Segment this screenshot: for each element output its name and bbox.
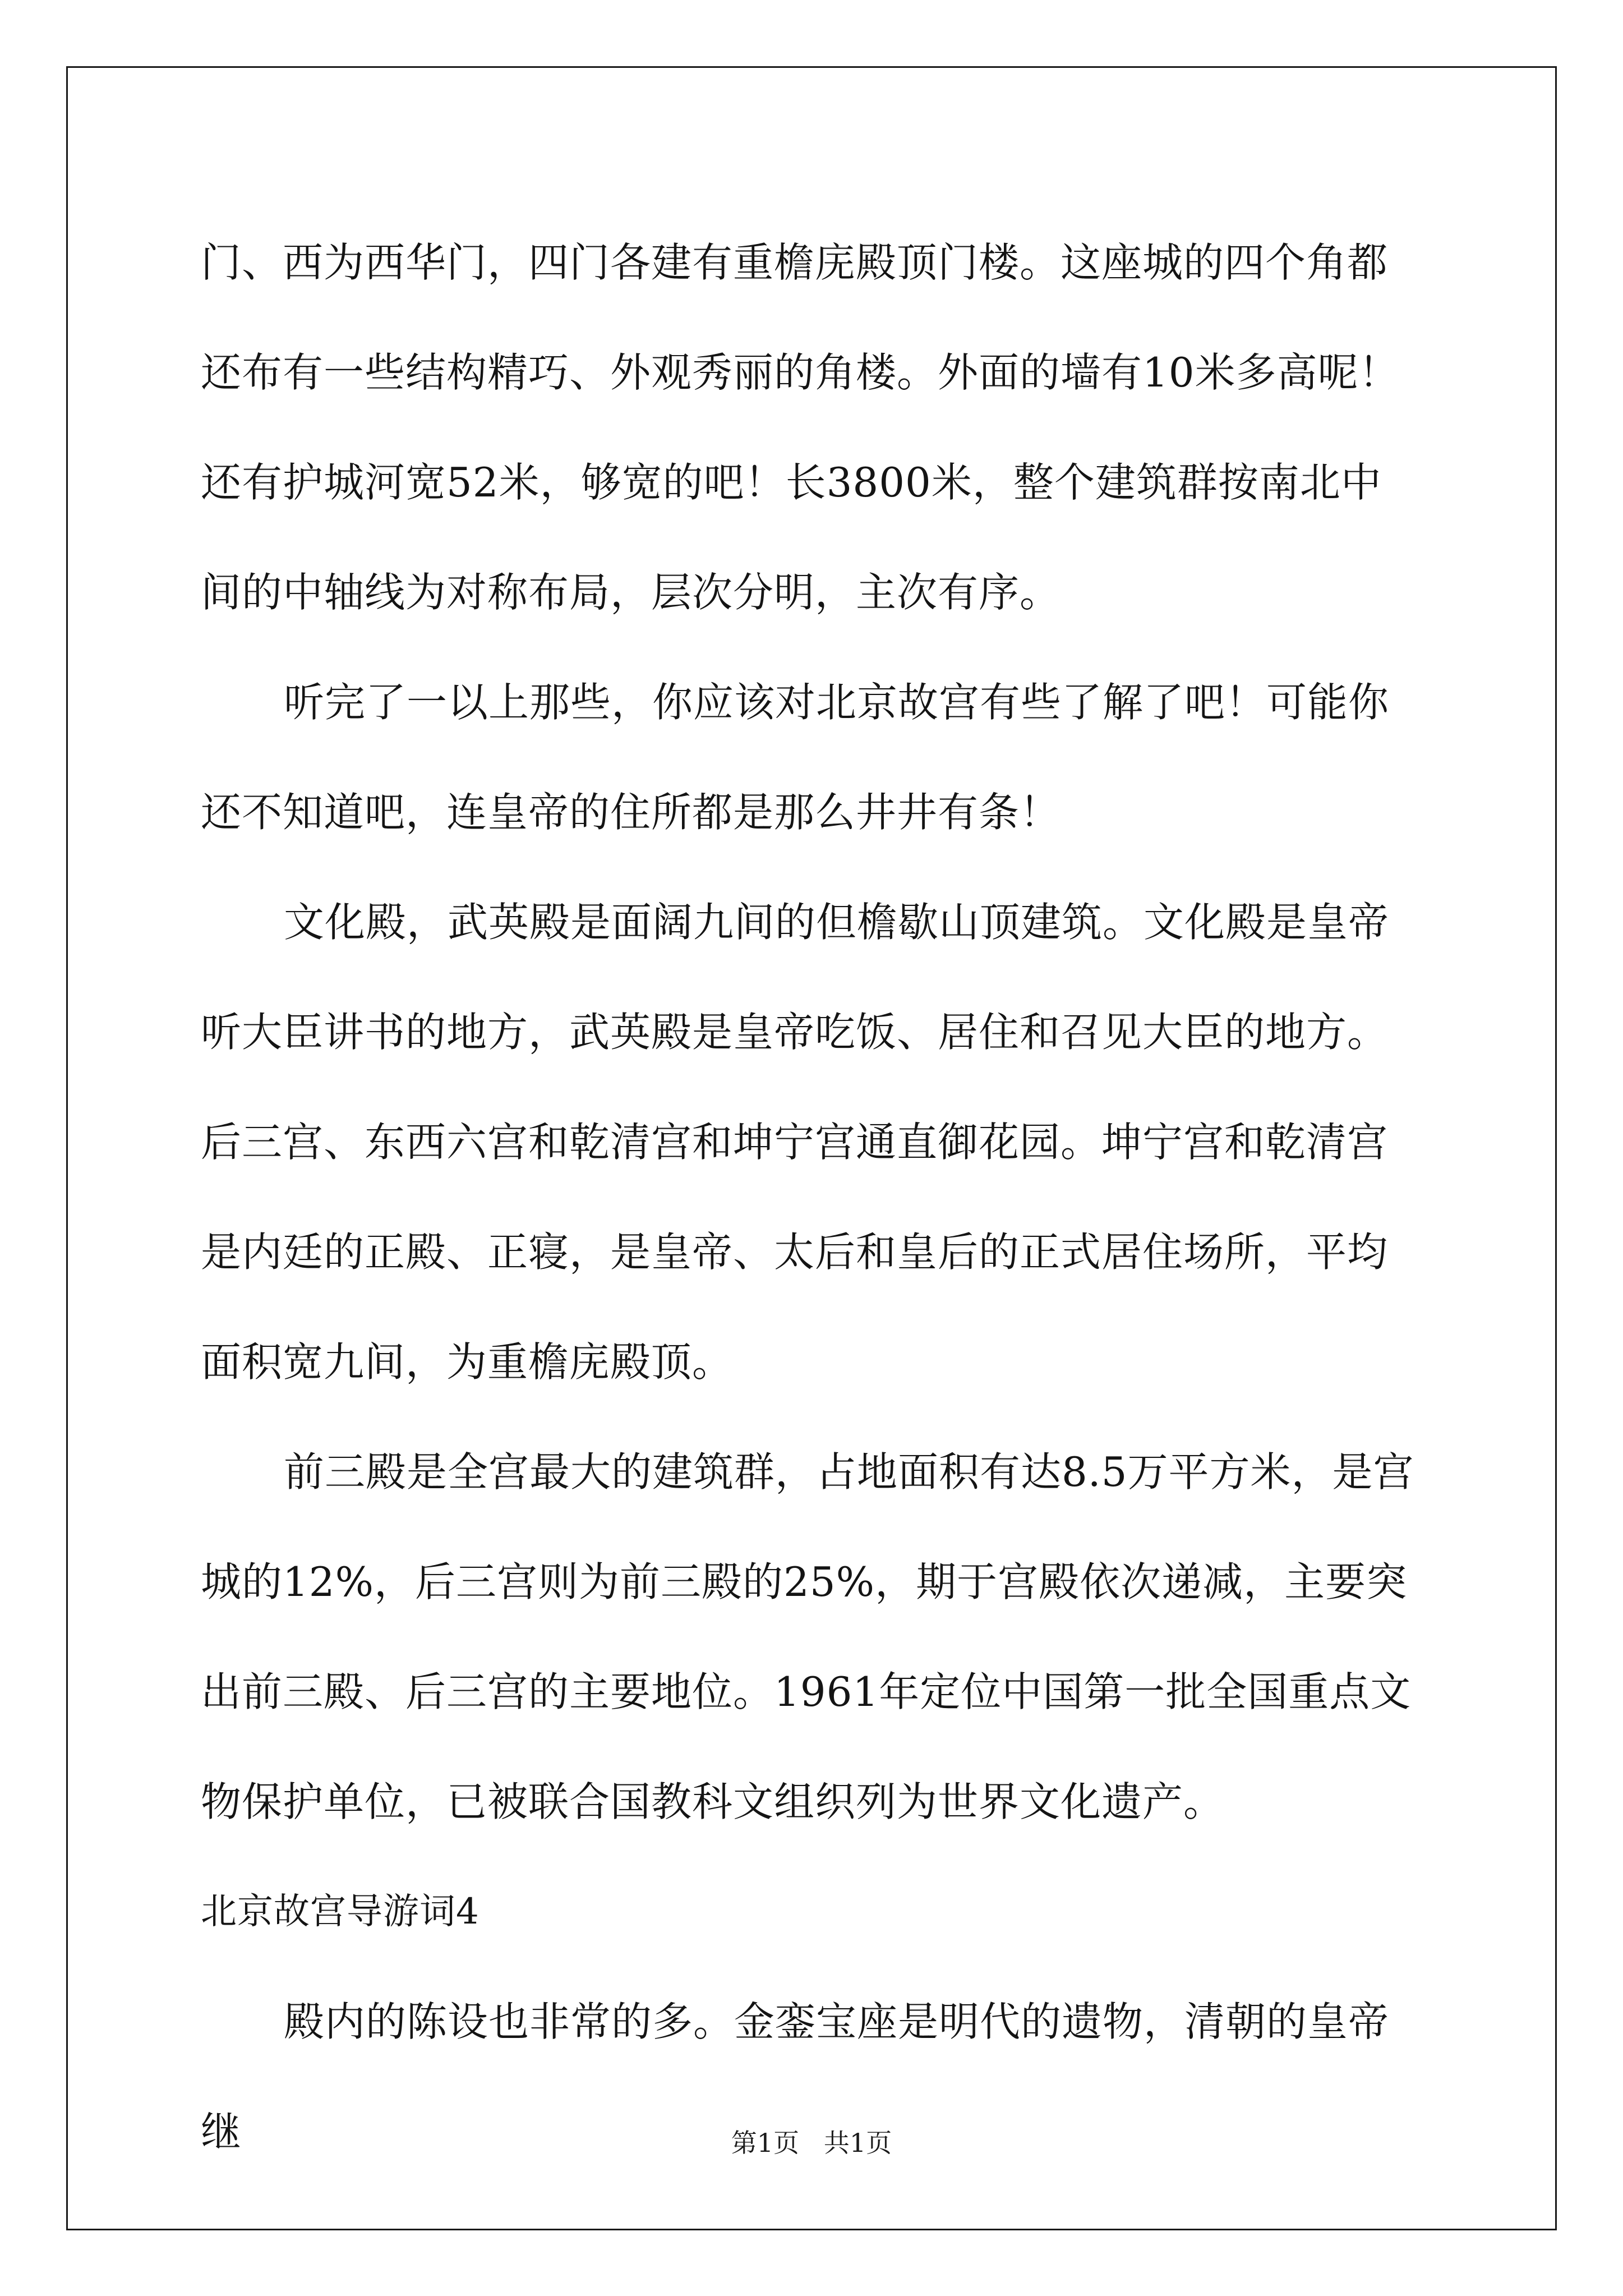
paragraph-3: 文化殿，武英殿是面阔九间的但檐歇山顶建筑。文化殿是皇帝听大臣讲书的地方，武英殿是皇帝吃饭、居住和召见大臣的地方。后三宫、东西六宫和乾清宫和坤宁宫通直御花园。坤宁宫和乾清宫是内廷的正殿、正寝，是皇帝、太后和皇后的正式居住场所，平均面积宽九间，为重檐庑殿顶。 xyxy=(201,899,1390,1386)
paragraph-2: 听完了一以上那些，你应该对北京故宫有些了解了吧！可能你还不知道吧，连皇帝的住所都是那么井井有条！ xyxy=(201,679,1390,836)
paragraph-1: 门、西为西华门，四门各建有重檐庑殿顶门楼。这座城的四个角都还布有一些结构精巧、外观秀丽的角楼。外面的墙有10米多高呢！还有护城河宽52米，够宽的吧！长3800米，整个建筑群按南北中间的中轴线为对称布局，层次分明，主次有序。 xyxy=(201,239,1400,616)
document-body xyxy=(201,208,1421,2187)
section-heading: 北京故宫导游词4 xyxy=(201,1891,479,1932)
page-footer: 第1页 共1页 xyxy=(731,2128,892,2158)
paragraph-5: 殿内的陈设也非常的多。金銮宝座是明代的遗物，清朝的皇帝继 xyxy=(201,1998,1390,2155)
paragraph-4: 前三殿是全宫最大的建筑群，占地面积有达8.5万平方米，是宫城的12%，后三宫则为前三殿的25%，期于宫殿依次递减，主要突出前三殿、后三宫的主要地位。1961年定位中国第一批全国重点文物保护单位，已被联合国教科文组织列为世界文化遗产。 xyxy=(201,1448,1414,1825)
